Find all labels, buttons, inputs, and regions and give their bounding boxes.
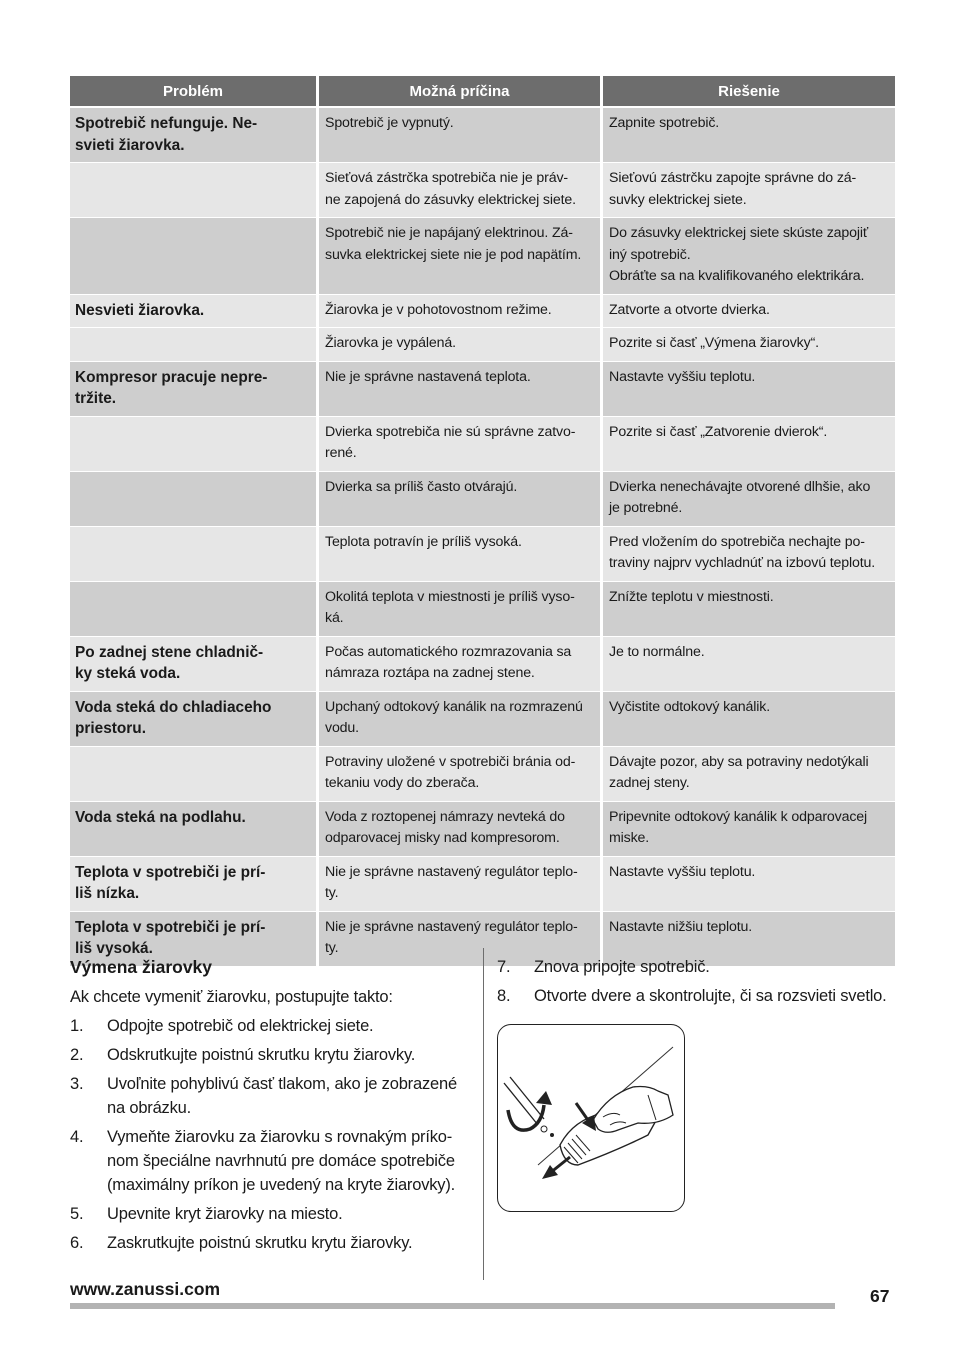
table-cell-problem (70, 747, 316, 802)
table-cell-solution: Zatvorte a otvorte dvierka. (600, 295, 895, 329)
table-cell-cause: Sieťová zástrčka spotrebiča nie je práv- ne zapojená do zásuvky elektrickej siete. (316, 163, 600, 218)
header-cause: Možná príčina (316, 76, 600, 106)
step-item (497, 955, 897, 979)
step-text: Zaskrutkujte poistnú skrutku krytu žiarovky. (107, 1234, 413, 1252)
bulb-replacement-right-column (497, 955, 897, 1212)
footer-url[interactable]: www.zanussi.com (70, 1279, 221, 1299)
table-cell-solution: Nastavte vyššiu teplotu. (600, 362, 895, 417)
table-cell-cause: Okolitá teplota v miestnosti je príliš vyso- ká. (316, 582, 600, 637)
step-item (70, 1231, 470, 1255)
table-cell-solution: Do zásuvky elektrickej siete skúste zapojiť iný spotrebič. Obráťte sa na kvalifikovaného elektrikára. (600, 218, 895, 295)
table-cell-problem (70, 328, 316, 362)
step-text: Odpojte spotrebič od elektrickej siete. (107, 1017, 374, 1035)
table-cell-solution: Dávajte pozor, aby sa potraviny nedotýkali zadnej steny. (600, 747, 895, 802)
hand-removing-lamp-cover-icon (498, 1025, 685, 1212)
steps-list-left (70, 1014, 470, 1255)
step-number: 8. (497, 987, 511, 1005)
table-cell-cause: Dvierka sa príliš často otvárajú. (316, 472, 600, 527)
table-cell-cause: Počas automatického rozmrazovania sa námraza roztápa na zadnej stene. (316, 637, 600, 692)
step-item (497, 984, 897, 1008)
step-number: 6. (70, 1234, 84, 1252)
table-cell-cause: Spotrebič je vypnutý. (316, 108, 600, 163)
step-item (70, 1014, 470, 1038)
step-number: 1. (70, 1017, 84, 1035)
bulb-replacement-left-column (70, 955, 470, 1255)
section-intro: Ak chcete vymeniť žiarovku, postupujte takto: (70, 988, 393, 1006)
table-cell-solution: Znížte teplotu v miestnosti. (600, 582, 895, 637)
step-number: 3. (70, 1075, 84, 1093)
step-text: Upevnite kryt žiarovky na miesto. (107, 1205, 343, 1223)
table-cell-problem: Voda steká na podlahu. (70, 802, 316, 857)
table-cell-cause: Dvierka spotrebiča nie sú správne zatvo- rené. (316, 417, 600, 472)
table-cell-cause: Žiarovka je v pohotovostnom režime. (316, 295, 600, 329)
table-cell-solution: Zapnite spotrebič. (600, 108, 895, 163)
table-cell-problem: Voda steká do chladiaceho priestoru. (70, 692, 316, 747)
bulb-cover-illustration (497, 1024, 685, 1212)
table-cell-solution: Nastavte vyššiu teplotu. (600, 857, 895, 912)
table-cell-cause: Nie je správne nastavená teplota. (316, 362, 600, 417)
step-number: 4. (70, 1128, 84, 1146)
table-cell-solution: Dvierka nenechávajte otvorené dlhšie, ako je potrebné. (600, 472, 895, 527)
table-cell-problem: Teplota v spotrebiči je prí- liš vysoká. (70, 912, 316, 967)
table-cell-cause: Potraviny uložené v spotrebiči bránia od- tekaniu vody do zberača. (316, 747, 600, 802)
table-cell-problem: Spotrebič nefunguje. Ne- svieti žiarovka. (70, 108, 316, 163)
table-cell-cause: Nie je správne nastavený regulátor teplo- ty. (316, 857, 600, 912)
step-number: 7. (497, 958, 511, 976)
column-divider (483, 948, 484, 1280)
step-text: Otvorte dvere a skontrolujte, či sa rozsvieti svetlo. (534, 987, 887, 1005)
table-cell-cause: Upchaný odtokový kanálik na rozmrazenú vodu. (316, 692, 600, 747)
table-cell-problem (70, 472, 316, 527)
table-cell-cause: Spotrebič nie je napájaný elektrinou. Zá- suvka elektrickej siete nie je pod napätím. (316, 218, 600, 295)
step-item (70, 1043, 470, 1067)
header-solution: Riešenie (600, 76, 895, 106)
header-problem: Problém (70, 76, 316, 106)
table-cell-problem (70, 582, 316, 637)
table-cell-cause: Teplota potravín je príliš vysoká. (316, 527, 600, 582)
table-cell-problem (70, 163, 316, 218)
table-cell-problem: Nesvieti žiarovka. (70, 295, 316, 329)
table-cell-solution: Pozrite si časť „Zatvorenie dvierok“. (600, 417, 895, 472)
section-title: Výmena žiarovky (70, 957, 213, 977)
steps-list-right (497, 955, 897, 1008)
step-item (70, 1072, 470, 1120)
page-number: 67 (870, 1286, 890, 1306)
table-cell-solution: Pripevnite odtokový kanálik k odparovacej miske. (600, 802, 895, 857)
table-cell-solution: Pozrite si časť „Výmena žiarovky“. (600, 328, 895, 362)
step-text: Odskrutkujte poistnú skrutku krytu žiarovky. (107, 1046, 416, 1064)
table-cell-problem: Po zadnej stene chladnič- ky steká voda. (70, 637, 316, 692)
table-cell-cause: Voda z roztopenej námrazy nevteká do odparovacej misky nad kompresorom. (316, 802, 600, 857)
table-cell-cause: Nie je správne nastavený regulátor teplo- ty. (316, 912, 600, 967)
table-cell-solution: Sieťovú zástrčku zapojte správne do zá- suvky elektrickej siete. (600, 163, 895, 218)
step-number: 2. (70, 1046, 84, 1064)
step-item (70, 1125, 470, 1197)
step-text: Uvoľnite pohyblivú časť tlakom, ako je zobrazené na obrázku. (107, 1075, 457, 1117)
table-cell-solution: Vyčistite odtokový kanálik. (600, 692, 895, 747)
table-cell-problem (70, 527, 316, 582)
step-item (70, 1202, 470, 1226)
step-number: 5. (70, 1205, 84, 1223)
step-text: Znova pripojte spotrebič. (534, 958, 710, 976)
step-text: Vymeňte žiarovku za žiarovku s rovnakým príko- nom špeciálne navrhnutú pre domáce spotrebiče (maximálny príkon je uvedený na kryte žiarovky). (107, 1128, 456, 1194)
footer-rule (70, 1303, 835, 1309)
table-cell-solution: Pred vložením do spotrebiča nechajte po- traviny najprv vychladnúť na izbovú teplotu. (600, 527, 895, 582)
table-cell-problem: Kompresor pracuje nepre- tržite. (70, 362, 316, 417)
troubleshooting-table (70, 76, 895, 967)
table-cell-problem (70, 417, 316, 472)
table-cell-solution: Je to normálne. (600, 637, 895, 692)
table-cell-solution: Nastavte nižšiu teplotu. (600, 912, 895, 967)
table-cell-cause: Žiarovka je vypálená. (316, 328, 600, 362)
table-cell-problem (70, 218, 316, 295)
table-cell-problem: Teplota v spotrebiči je prí- liš nízka. (70, 857, 316, 912)
